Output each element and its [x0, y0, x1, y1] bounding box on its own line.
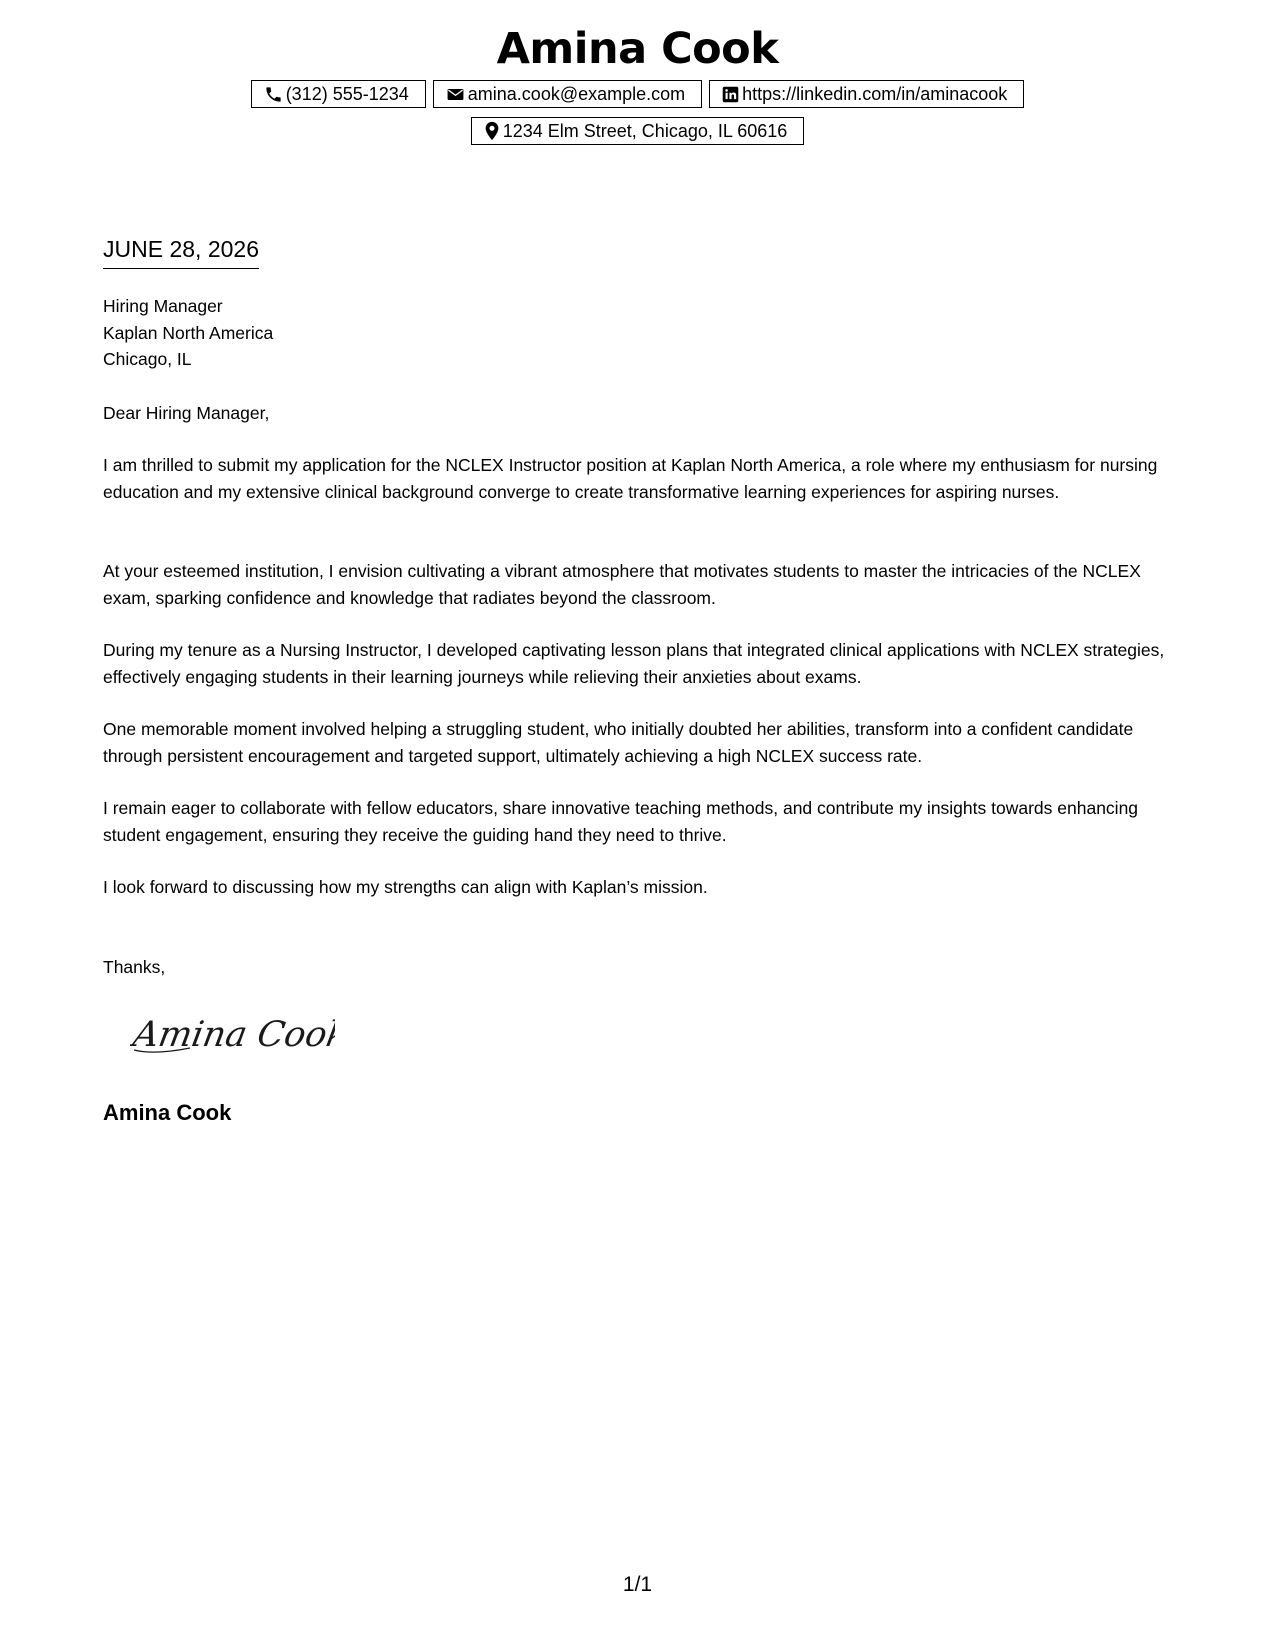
body-paragraph: One memorable moment involved helping a struggling student, who initially doubted her abilities, transform into a confident candidate through persistent encouragement and targeted support, ultimately achieving a high NCLEX success rate. [103, 719, 1134, 766]
address-chip [471, 117, 805, 145]
handwritten-signature [130, 1010, 335, 1063]
envelope-icon [446, 85, 465, 104]
body-paragraph: I remain eager to collaborate with fellow educators, share innovative teaching methods, and contribute my insights towards enhancing student engagement, ensuring they receive the guiding hand they need to thrive. [103, 798, 1139, 845]
phone-text: (312) 555-1234 [285, 83, 409, 104]
email-text: amina.cook@example.com [467, 83, 686, 104]
applicant-name: Amina Cook [496, 24, 779, 74]
address-text: 1234 Elm Street, Chicago, IL 60616 [502, 120, 788, 141]
body-paragraph: At your esteemed institution, I envision cultivating a vibrant atmosphere that motivates students to master the intricacies of the NCLEX exam, sparking confidence and knowledge that radiates beyond the classroom. [103, 561, 1141, 608]
email-chip [433, 80, 702, 108]
recipient-title: Hiring Manager [103, 296, 223, 316]
contact-row [0, 80, 1275, 108]
recipient-location: Chicago, IL [103, 349, 192, 369]
phone-chip [251, 80, 426, 108]
greeting: Dear Hiring Manager, [103, 403, 270, 423]
linkedin-icon [722, 86, 739, 103]
body-paragraph: I am thrilled to submit my application for the NCLEX Instructor position at Kaplan North America, a role where my enthusiasm for nursing education and my extensive clinical background converge to create transformative learning experiences for aspiring nurses. [103, 455, 1158, 502]
letter-date: JUNE 28, 2026 [103, 234, 259, 269]
page-number: 1/1 [622, 1573, 653, 1596]
phone-icon [264, 85, 283, 104]
signer-name: Amina Cook [103, 1100, 232, 1125]
body-paragraph: During my tenure as a Nursing Instructor, I developed captivating lesson plans that integrated clinical applications with NCLEX strategies, effectively engaging students in their learning journeys while relieving their anxieties about exams. [103, 640, 1165, 687]
recipient-company: Kaplan North America [103, 322, 274, 343]
recipient-block [103, 293, 1173, 373]
map-pin-icon [484, 121, 500, 141]
linkedin-chip [709, 80, 1024, 108]
linkedin-text: https://linkedin.com/in/aminacook [742, 83, 1008, 104]
svg-text:Amina Cook: Amina Cook [130, 1014, 335, 1055]
contact-row-address [0, 117, 1275, 145]
closing: Thanks, [103, 957, 166, 977]
body-paragraph: I look forward to discussing how my strengths can align with Kaplan’s mission. [103, 877, 708, 897]
